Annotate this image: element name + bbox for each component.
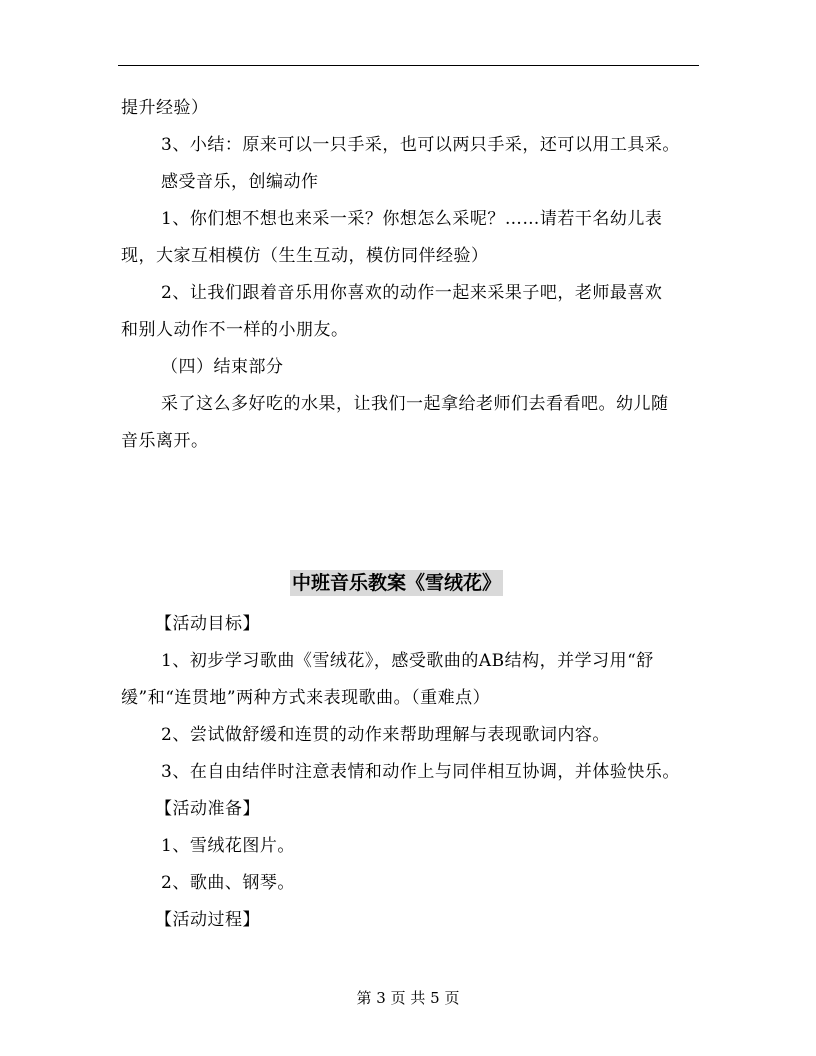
text-line: 1、你们想不想也来采一采？你想怎么采呢？……请若干名幼儿表: [161, 209, 663, 229]
text-line: 音乐离开。: [121, 431, 209, 451]
header-rule: [118, 65, 699, 66]
page-number: 第 3 页 共 5 页: [356, 989, 460, 1007]
lesson-title: 中班音乐教案《雪绒花》: [292, 572, 502, 594]
text-line: 和别人动作不一样的小朋友。: [121, 320, 349, 340]
text-line: 1、雪绒花图片。: [161, 836, 295, 856]
text-line: 现，大家互相模仿（生生互动，模仿同伴经验）: [121, 246, 489, 266]
text-line: 提升经验）: [121, 98, 209, 118]
text-line: 2、歌曲、钢琴。: [161, 873, 295, 893]
text-line: 3、小结：原来可以一只手采，也可以两只手采，还可以用工具采。: [161, 135, 680, 155]
text-line: 3、在自由结伴时注意表情和动作上与同伴相互协调，并体验快乐。: [161, 762, 680, 782]
text-line: 2、让我们跟着音乐用你喜欢的动作一起来采果子吧，老师最喜欢: [161, 283, 663, 303]
section-heading: 【活动目标】: [155, 614, 260, 634]
section-heading: 【活动准备】: [155, 799, 260, 819]
text-line: 采了这么多好吃的水果，让我们一起拿给老师们去看看吧。幼儿随: [161, 394, 669, 414]
section-heading: （四）结束部分: [161, 357, 284, 377]
text-line: 1、初步学习歌曲《雪绒花》，感受歌曲的AB结构，并学习用“舒: [161, 651, 654, 671]
section-heading: 【活动过程】: [155, 910, 260, 930]
text-line: 缓”和“连贯地”两种方式来表现歌曲。（重难点）: [121, 688, 491, 708]
text-line: 2、尝试做舒缓和连贯的动作来帮助理解与表现歌词内容。: [161, 725, 610, 745]
text-line: 感受音乐，创编动作: [161, 172, 319, 192]
